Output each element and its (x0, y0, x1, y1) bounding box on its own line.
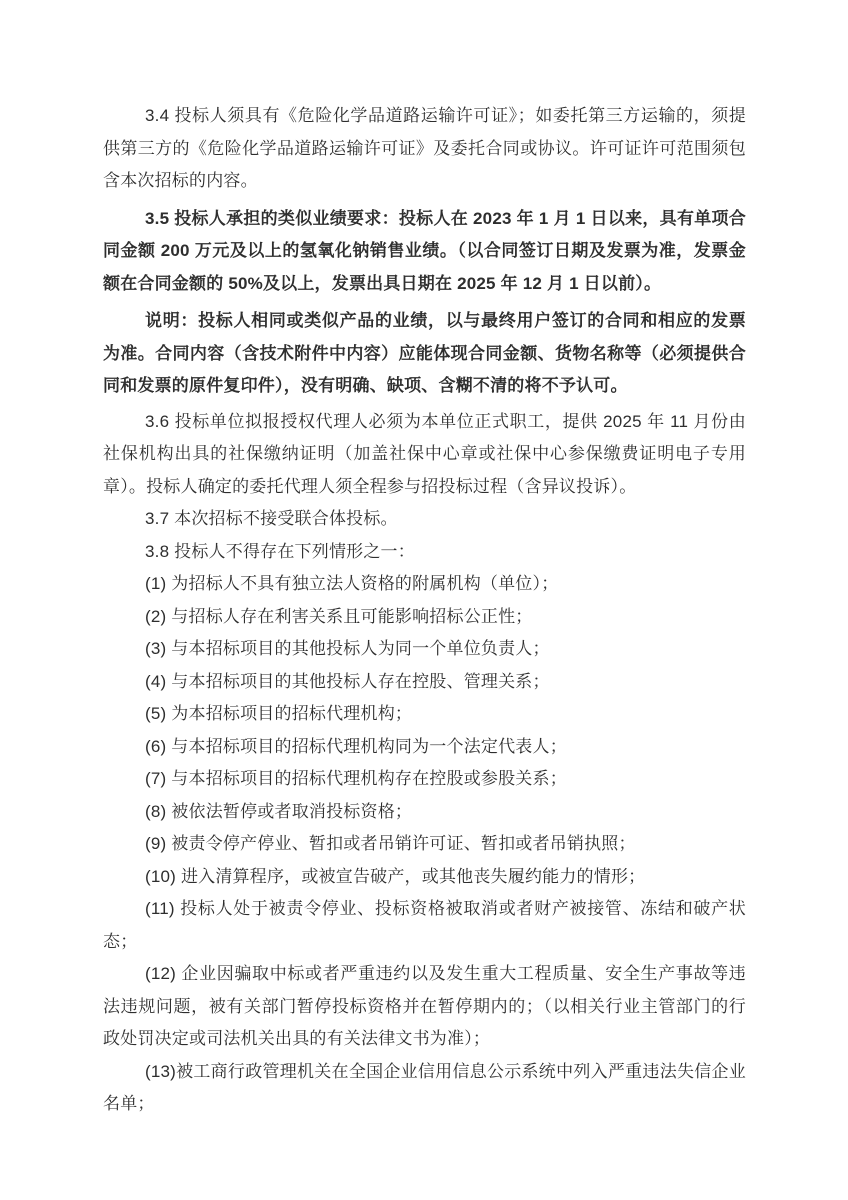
paragraph-item-9: (9) 被责令停产停业、暂扣或者吊销许可证、暂扣或者吊销执照； (145, 834, 636, 853)
paragraph-item-13: (13)被工商行政管理机关在全国企业信用信息公示系统中列入严重违法失信企业名单； (103, 1061, 746, 1113)
document-content (103, 100, 746, 1121)
paragraph-item-4: (4) 与本招标项目的其他投标人存在控股、管理关系； (145, 671, 550, 691)
paragraph-3-6: 3.6 投标单位拟报授权代理人必须为本单位正式职工，提供 2025 年 11 月份由社保机构出具的社保缴纳证明（加盖社保中心章或社保中心参保缴费证明电子专用章）。投标人确定的委托代理人须全程参与招投标过程（含异议投诉）。 (103, 411, 746, 496)
paragraph-3-7: 3.7 本次招标不接受联合体投标。 (145, 509, 398, 528)
paragraph-item-3: (3) 与本招标项目的其他投标人为同一个单位负责人； (145, 639, 550, 658)
paragraph-3-4: 3.4 投标人须具有《危险化学品道路运输许可证》；如委托第三方运输的，须提供第三方的《危险化学品道路运输许可证》及委托合同或协议。许可证许可范围须包含本次招标的内容。 (103, 106, 746, 190)
paragraph-item-1: (1) 为招标人不具有独立法人资格的附属机构（单位）； (145, 574, 559, 593)
paragraph-item-10: (10) 进入清算程序，或被宣告破产，或其他丧失履约能力的情形； (145, 866, 646, 886)
paragraph-item-12: (12) 企业因骗取中标或者严重违约以及发生重大工程质量、安全生产事故等违法违规问题，被有关部门暂停投标资格并在暂停期内的；（以相关行业主管部门的行政处罚决定或司法机关出具的有关法律文书为准）； (103, 964, 746, 1048)
paragraph-item-7: (7) 与本招标项目的招标代理机构存在控股或参股关系； (145, 769, 567, 788)
paragraph-item-11: (11) 投标人处于被责令停业、投标资格被取消或者财产被接管、冻结和破产状态； (103, 899, 746, 951)
paragraph-item-6: (6) 与本招标项目的招标代理机构同为一个法定代表人； (145, 736, 567, 756)
paragraph-item-2: (2) 与招标人存在利害关系且可能影响招标公正性； (145, 606, 533, 626)
paragraph-note: 说明：投标人相同或类似产品的业绩，以与最终用户签订的合同和相应的发票为准。合同内容（含技术附件中内容）应能体现合同金额、货物名称等（必须提供合同和发票的原件复印件），没有明确、缺项、含糊不清的将不予认可。 (103, 311, 746, 395)
paragraph-item-5: (5) 为本招标项目的招标代理机构； (145, 704, 413, 723)
paragraph-3-5: 3.5 投标人承担的类似业绩要求：投标人在 2023 年 1 月 1 日以来，具有单项合同金额 200 万元及以上的氢氧化钠销售业绩。（以合同签订日期及发票为准，发票金额在合同金额的 50%及以上，发票出具日期在 2025 年 12 月 1 日以前）。 (103, 208, 746, 293)
paragraph-3-8: 3.8 投标人不得存在下列情形之一： (145, 541, 415, 561)
paragraph-item-8: (8) 被依法暂停或者取消投标资格； (145, 801, 413, 821)
